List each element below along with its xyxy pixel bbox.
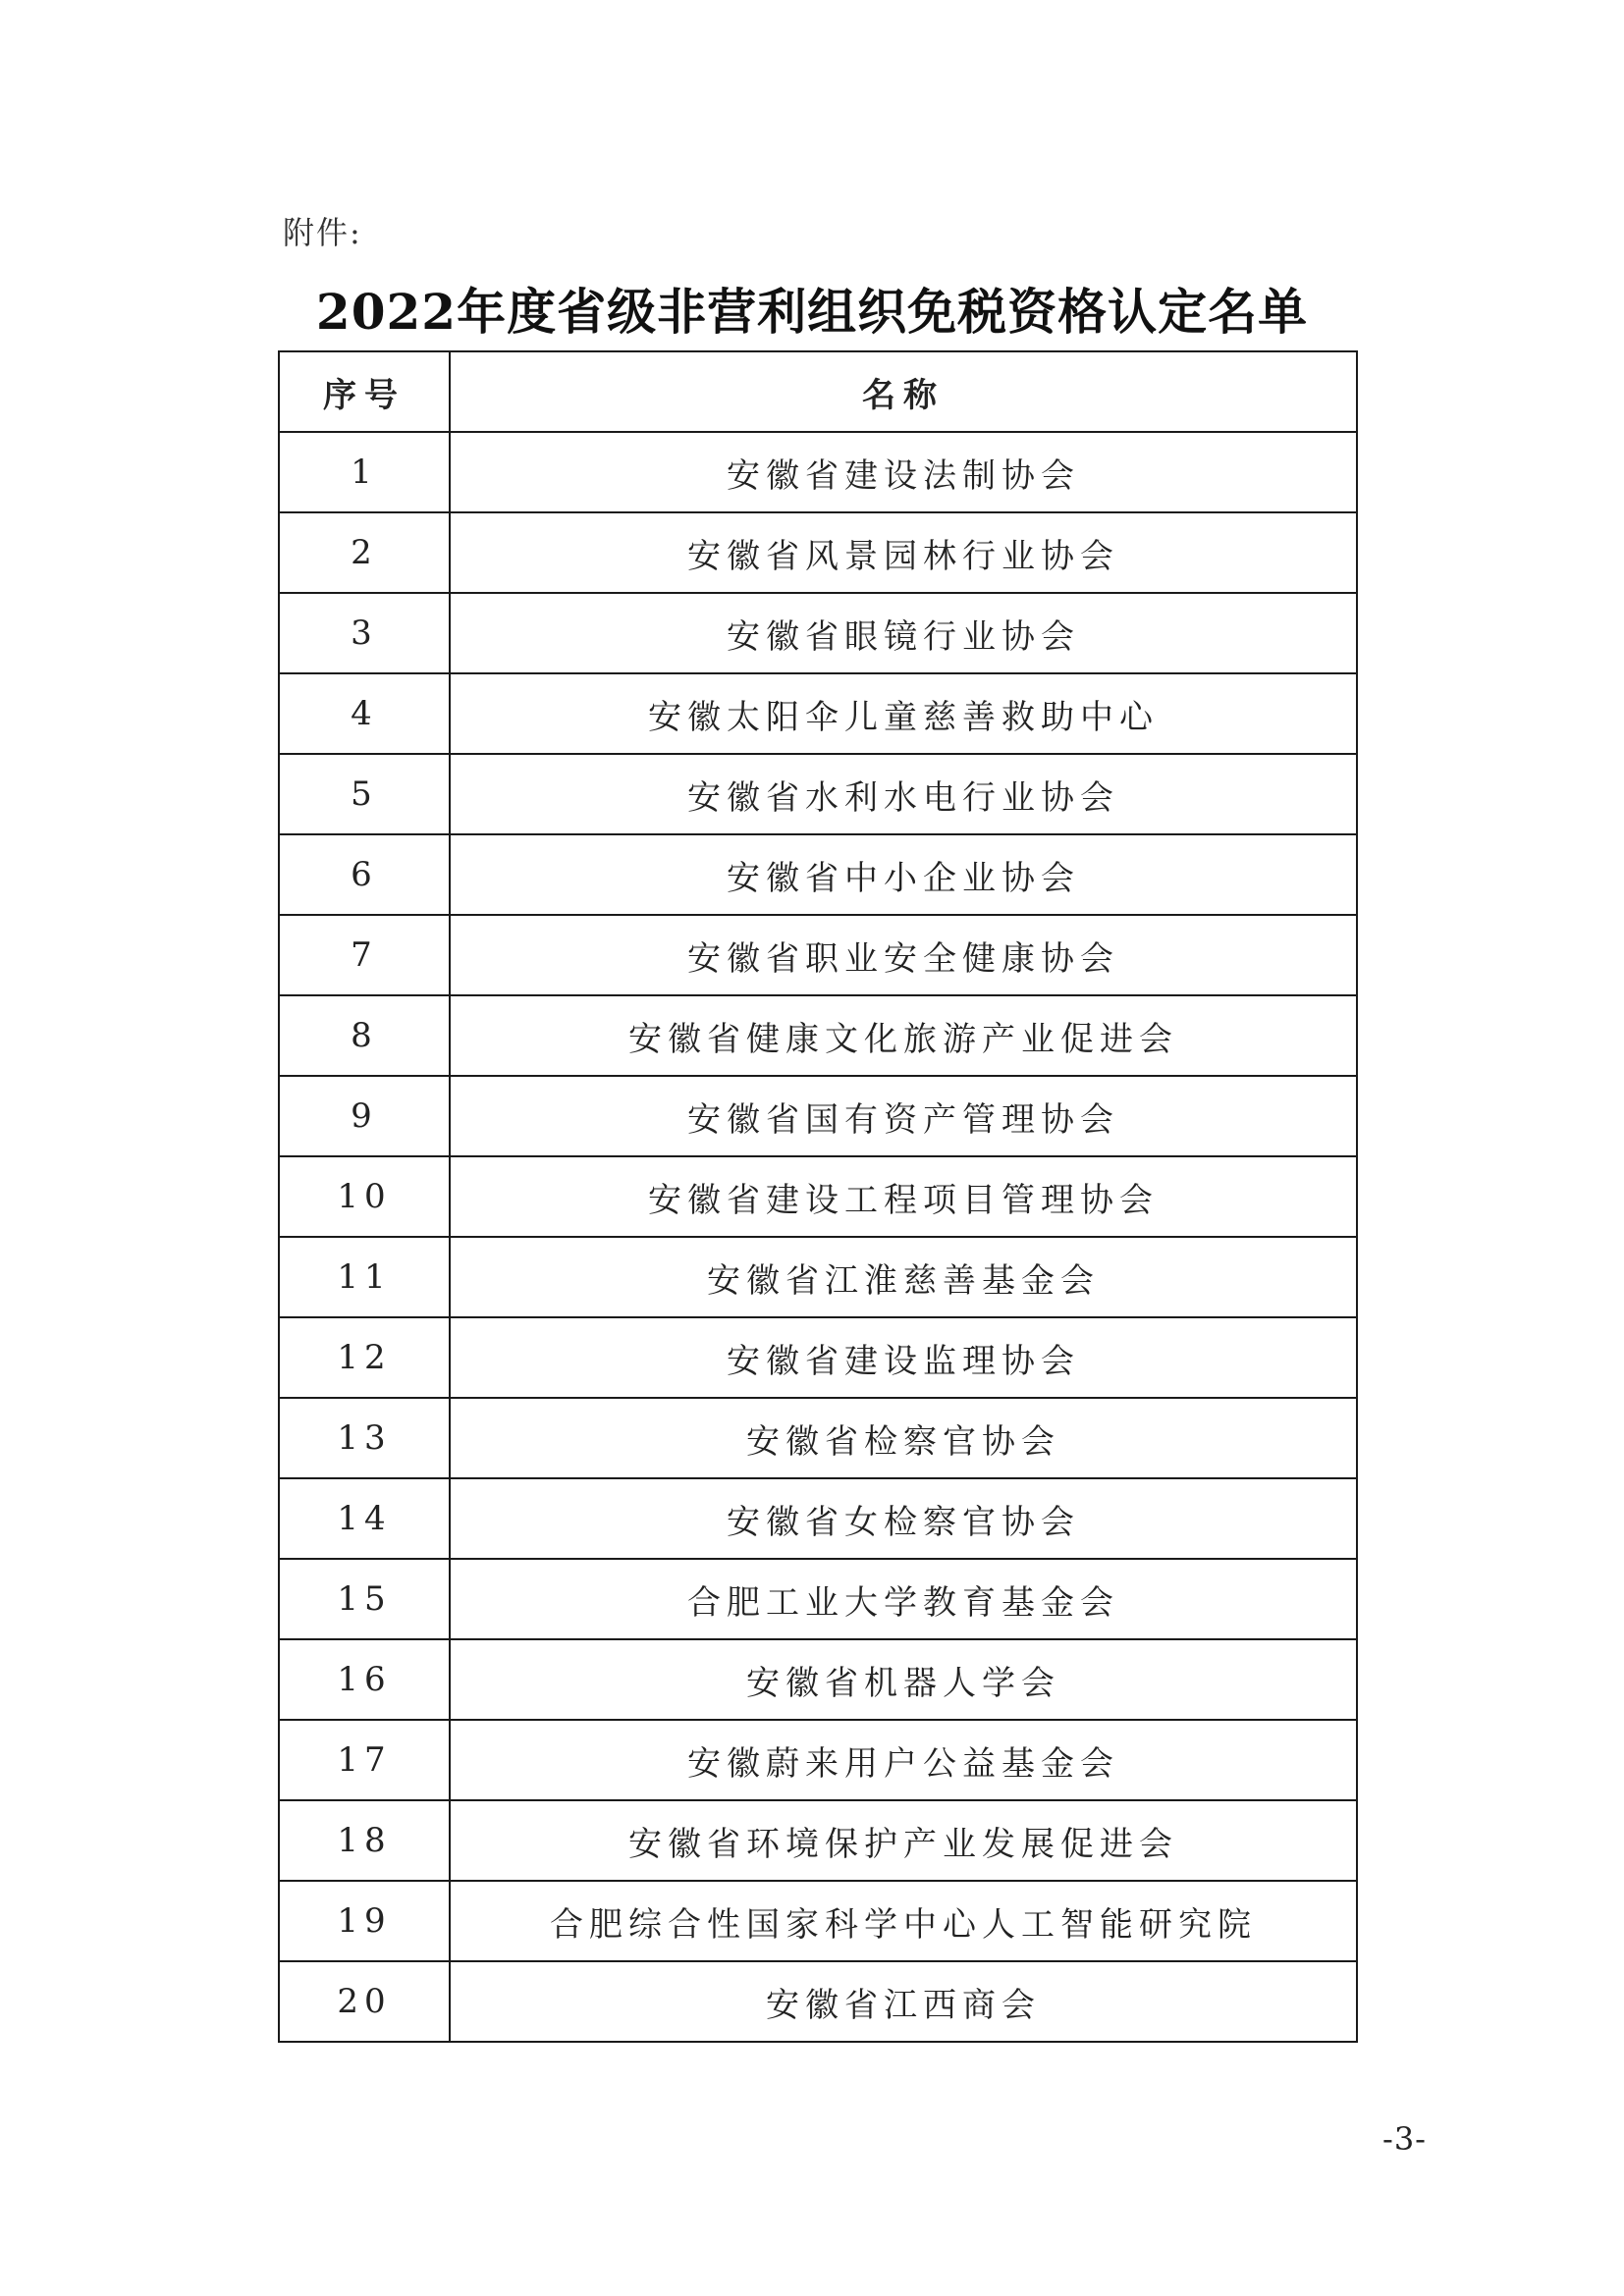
row-index: 14: [279, 1478, 450, 1559]
row-name: 安徽省职业安全健康协会: [450, 915, 1357, 995]
row-name: 安徽省风景园林行业协会: [450, 512, 1357, 593]
organization-list-table: [278, 350, 1358, 2043]
table-row: [279, 1800, 1357, 1881]
row-index: 10: [279, 1156, 450, 1237]
row-index: 20: [279, 1961, 450, 2042]
row-name: 安徽省机器人学会: [450, 1639, 1357, 1720]
row-index: 16: [279, 1639, 450, 1720]
row-name: 安徽省江西商会: [450, 1961, 1357, 2042]
row-name: 安徽省健康文化旅游产业促进会: [450, 995, 1357, 1076]
row-index: 8: [279, 995, 450, 1076]
row-index: 19: [279, 1881, 450, 1961]
table-row: [279, 1881, 1357, 1961]
table-row: [279, 512, 1357, 593]
row-index: 6: [279, 834, 450, 915]
row-name: 安徽省检察官协会: [450, 1398, 1357, 1478]
row-name: 合肥工业大学教育基金会: [450, 1559, 1357, 1639]
document-title: 2022年度省级非营利组织免税资格认定名单: [315, 283, 1309, 341]
header-index: 序号: [279, 351, 450, 432]
row-name: 安徽蔚来用户公益基金会: [450, 1720, 1357, 1800]
row-name: 安徽省江淮慈善基金会: [450, 1237, 1357, 1317]
row-name: 安徽省女检察官协会: [450, 1478, 1357, 1559]
row-name: 安徽省环境保护产业发展促进会: [450, 1800, 1357, 1881]
table-row: [279, 1237, 1357, 1317]
row-name: 安徽太阳伞儿童慈善救助中心: [450, 673, 1357, 754]
table-row: [279, 995, 1357, 1076]
row-index: 1: [279, 432, 450, 512]
row-index: 17: [279, 1720, 450, 1800]
attachment-label: 附件:: [283, 214, 362, 251]
table-row: [279, 1317, 1357, 1398]
table-row: [279, 1156, 1357, 1237]
table-row: [279, 1478, 1357, 1559]
row-name: 安徽省建设工程项目管理协会: [450, 1156, 1357, 1237]
row-index: 11: [279, 1237, 450, 1317]
table-row: [279, 1639, 1357, 1720]
table-row: [279, 1961, 1357, 2042]
header-name: 名称: [450, 351, 1357, 432]
page-number: -3-: [1382, 2120, 1427, 2158]
row-name: 安徽省中小企业协会: [450, 834, 1357, 915]
table-row: [279, 754, 1357, 834]
row-name: 安徽省建设监理协会: [450, 1317, 1357, 1398]
table-row: [279, 1559, 1357, 1639]
table-row: [279, 673, 1357, 754]
table-row: [279, 915, 1357, 995]
row-name: 安徽省水利水电行业协会: [450, 754, 1357, 834]
row-index: 3: [279, 593, 450, 673]
table-row: [279, 1398, 1357, 1478]
row-name: 安徽省眼镜行业协会: [450, 593, 1357, 673]
table-row: [279, 1076, 1357, 1156]
table-header-row: [279, 351, 1357, 432]
row-name: 安徽省国有资产管理协会: [450, 1076, 1357, 1156]
row-index: 2: [279, 512, 450, 593]
row-index: 9: [279, 1076, 450, 1156]
table-row: [279, 1720, 1357, 1800]
table-row: [279, 834, 1357, 915]
row-index: 15: [279, 1559, 450, 1639]
row-index: 12: [279, 1317, 450, 1398]
row-index: 18: [279, 1800, 450, 1881]
row-name: 安徽省建设法制协会: [450, 432, 1357, 512]
row-index: 5: [279, 754, 450, 834]
row-index: 7: [279, 915, 450, 995]
table-row: [279, 593, 1357, 673]
table-row: [279, 432, 1357, 512]
row-index: 13: [279, 1398, 450, 1478]
row-name: 合肥综合性国家科学中心人工智能研究院: [450, 1881, 1357, 1961]
row-index: 4: [279, 673, 450, 754]
